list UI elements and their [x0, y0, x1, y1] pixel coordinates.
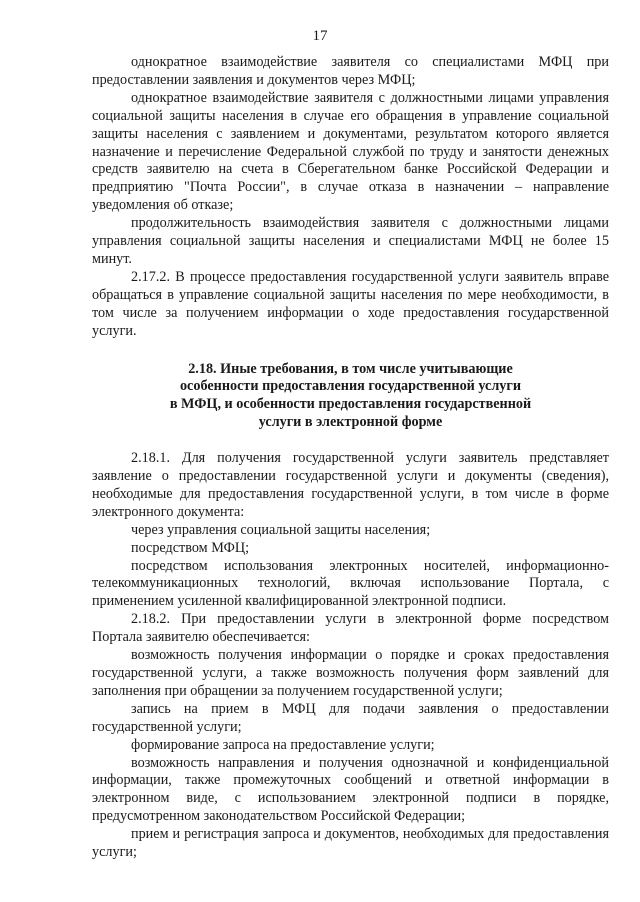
page-number: 17: [312, 28, 328, 44]
paragraph: продолжительность взаимодействия заявителя с должностными лицами управления социальной защиты населения и специалистами МФЦ не более 15 минут.: [92, 215, 609, 267]
heading-line: в МФЦ, и особенности предоставления государственной: [169, 396, 532, 413]
paragraph: запись на прием в МФЦ для подачи заявления о предоставлении государственной услуги;: [92, 700, 609, 735]
paragraph: 2.18.2. При предоставлении услуги в электронной форме посредством Портала заявителю обеспечивается:: [92, 611, 609, 646]
paragraph: посредством использования электронных носителей, информационно-телекоммуникационных технологий, включая использование Портала, с применением усиленной квалифицированной электронной подписи.: [92, 557, 609, 610]
paragraph: формирование запроса на предоставление услуги;: [131, 736, 435, 753]
paragraph: возможность направления и получения однозначной и конфиденциальной информации, также промежуточных сообщений и ответной информации в электронном виде, с использованием электронной подписи в порядке, предусмотренном законодательством Российской Федерации;: [92, 754, 609, 825]
paragraph: посредством МФЦ;: [131, 539, 250, 556]
heading-line: 2.18. Иные требования, в том числе учитывающие: [188, 360, 513, 377]
heading-line: услуги в электронной форме: [258, 414, 443, 431]
paragraph: 2.18.1. Для получения государственной услуги заявитель представляет заявление о предоставлении государственной услуги и документы (сведения), необходимые для предоставления государственной услуги, в том числе в форме электронного документа:: [92, 450, 609, 520]
paragraph: прием и регистрация запроса и документов, необходимых для предоставления услуги;: [92, 826, 609, 861]
body-text: [92, 54, 609, 862]
paragraph: 2.17.2. В процессе предоставления государственной услуги заявитель вправе обращаться в управление социальной защиты населения по мере необходимости, в том числе за получением информации о ходе предоставления государственной услуги.: [92, 268, 609, 339]
paragraph: однократное взаимодействие заявителя с должностными лицами управления социальной защиты населения в случае его обращения в управление социальной защиты населения с заявлением и документами, результатом которого является назначение и перечисление Федеральной службой по труду и занятости денежных средств заявителю на счета в Сберегательном банке Российской Федерации и предприятию "Почта России", в случае отказа в назначении – направление уведомления об отказе;: [92, 89, 609, 214]
heading-line: особенности предоставления государственной услуги: [179, 378, 522, 395]
section-heading: [92, 361, 609, 433]
paragraph: возможность получения информации о порядке и сроках предоставления государственной услуги, а также возможность получения форм заявлений для заполнения при обращении за получением государственной услуги;: [92, 647, 609, 699]
paragraph: однократное взаимодействие заявителя со специалистами МФЦ при предоставлении заявления и документов через МФЦ;: [92, 54, 609, 88]
paragraph: через управления социальной защиты населения;: [131, 521, 431, 538]
